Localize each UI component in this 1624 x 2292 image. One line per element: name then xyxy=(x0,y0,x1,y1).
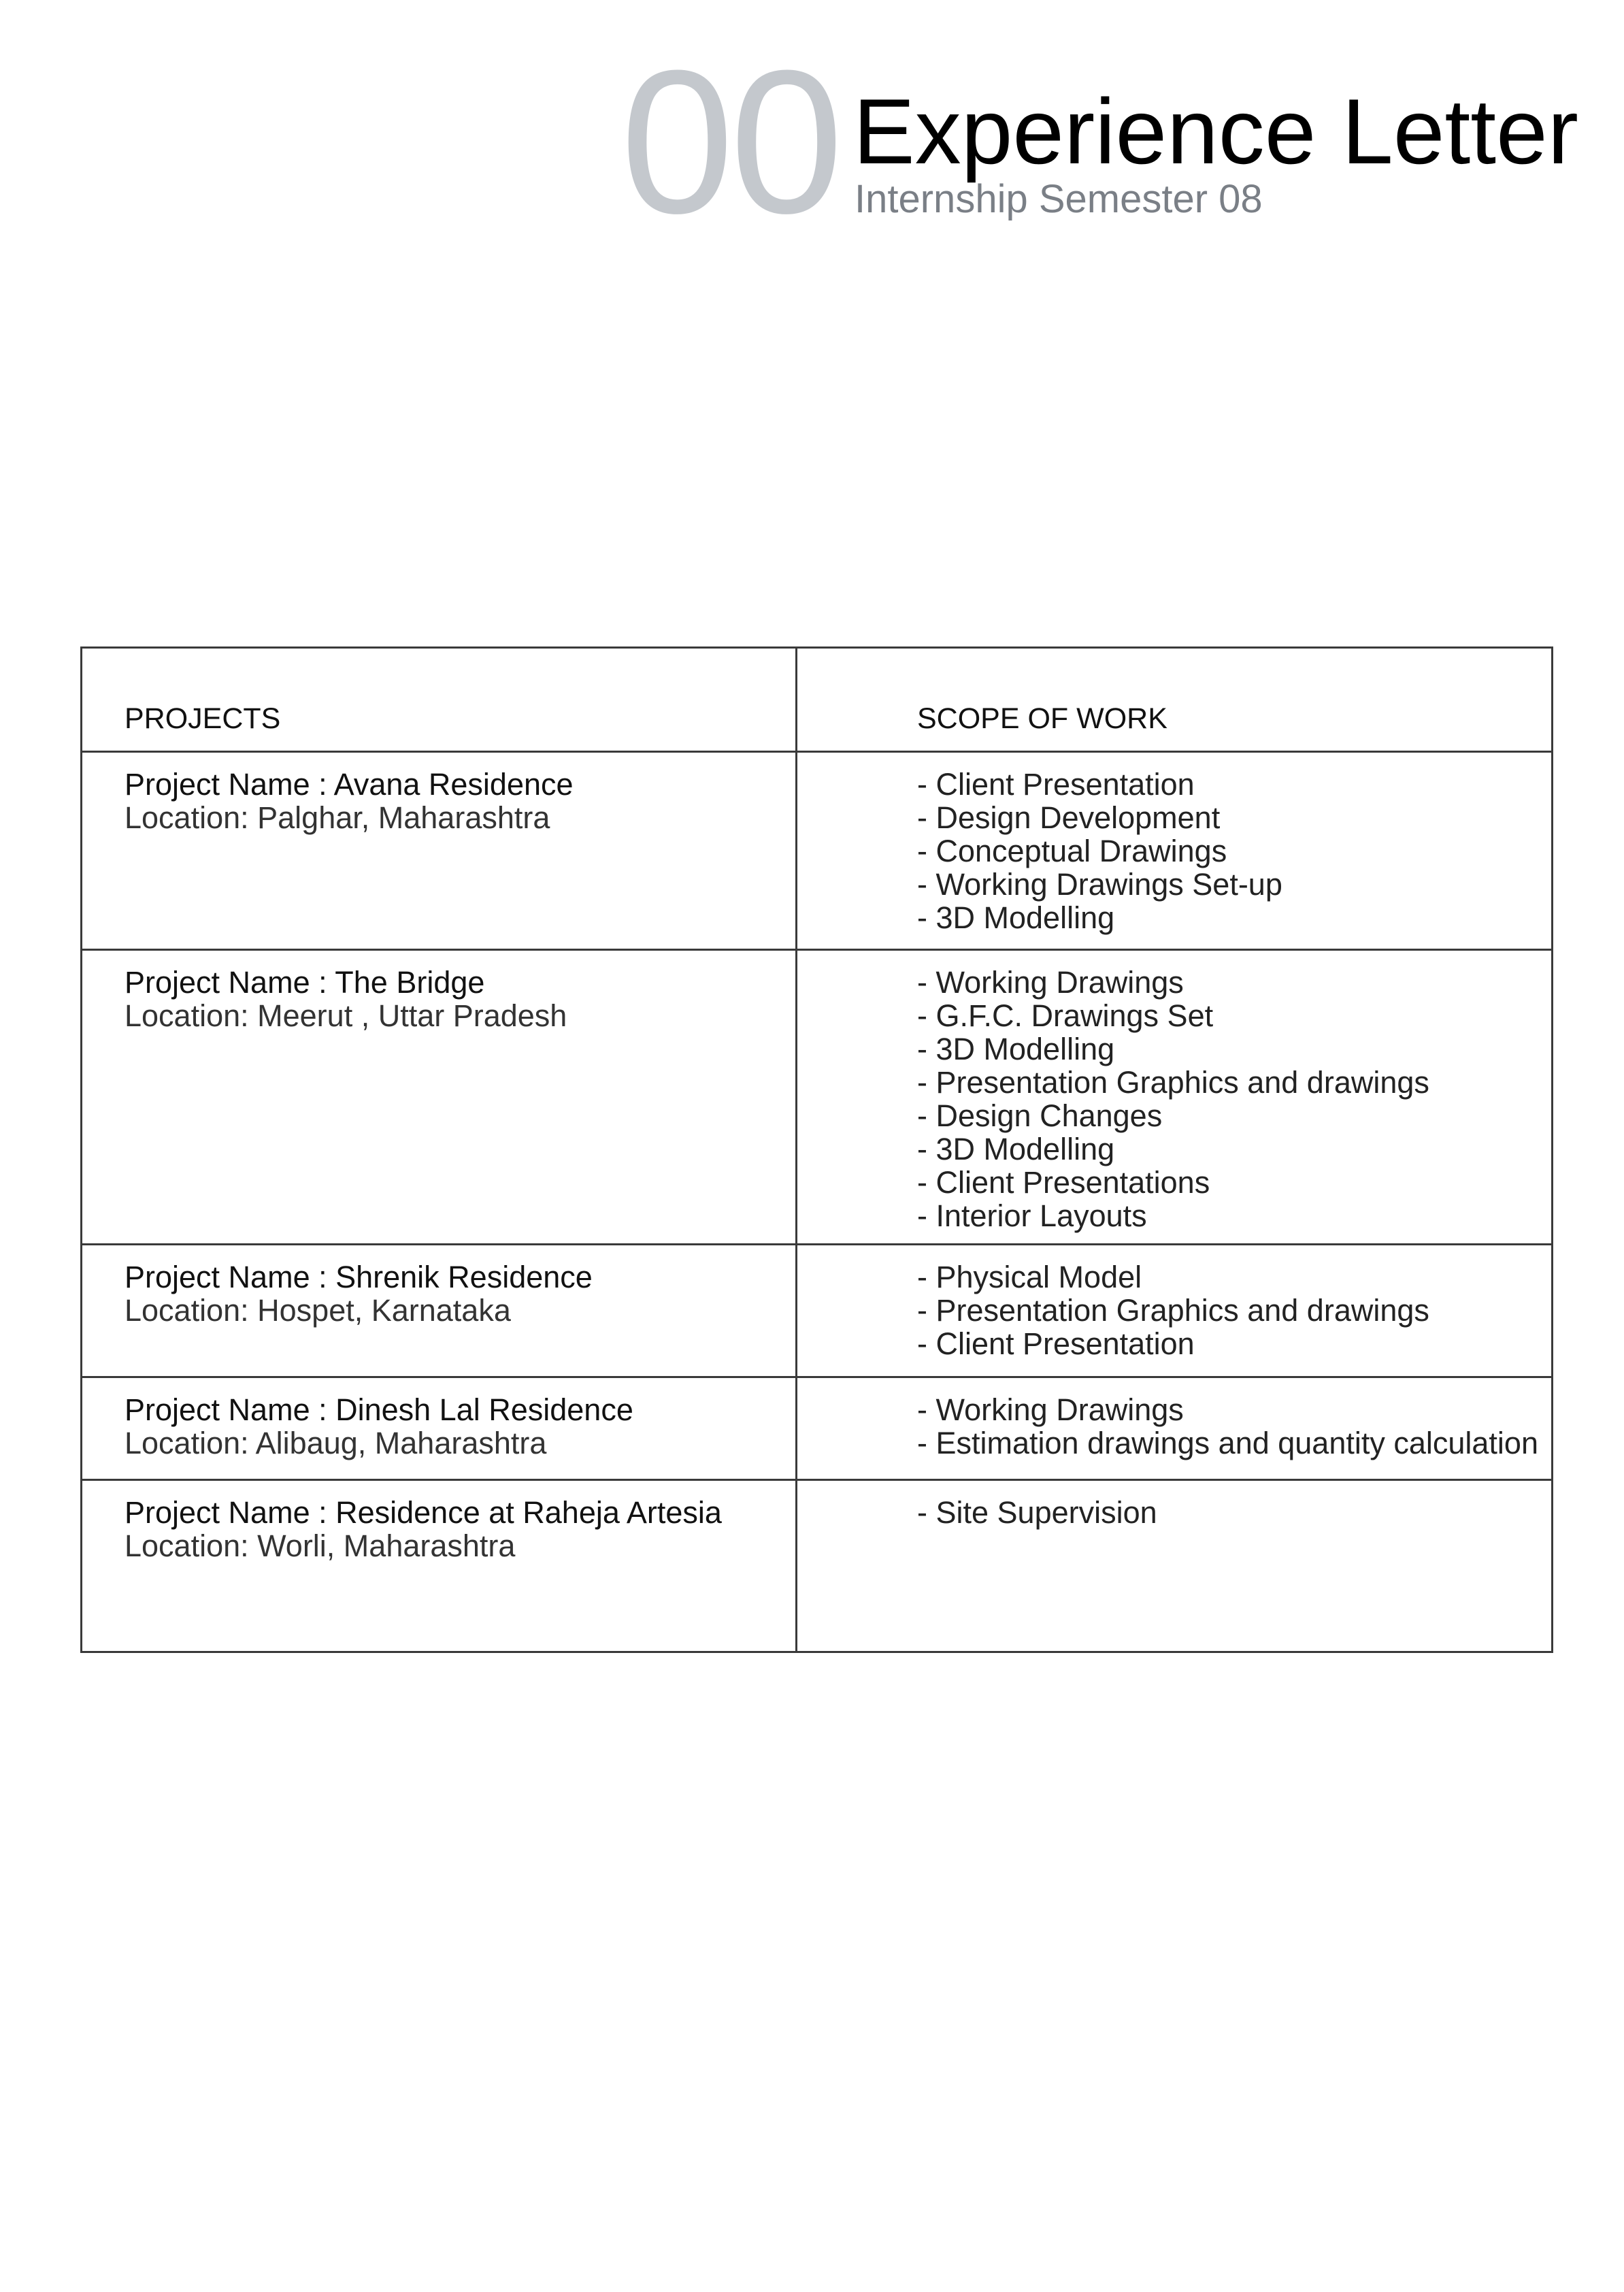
scope-item: - 3D Modelling xyxy=(917,1032,1115,1066)
project-name: Project Name : Dinesh Lal Residence xyxy=(125,1392,633,1427)
scope-item: - Design Changes xyxy=(917,1098,1163,1133)
page-subtitle: Internship Semester 08 xyxy=(855,177,1263,221)
scope-item: - Client Presentations xyxy=(917,1165,1210,1200)
scope-item: - Design Development xyxy=(917,800,1221,835)
scope-cell xyxy=(797,1245,1553,1377)
project-location: Location: Palghar, Maharashtra xyxy=(125,800,550,835)
scope-item: - Site Supervision xyxy=(917,1495,1157,1530)
table-row xyxy=(82,752,1553,950)
scope-item: - Client Presentation xyxy=(917,1326,1195,1361)
projects-table xyxy=(80,646,1553,1653)
project-name: Project Name : Shrenik Residence xyxy=(125,1260,593,1294)
table-header-row xyxy=(82,648,1553,752)
scope-item: - Physical Model xyxy=(917,1260,1142,1294)
projects-column-header: PROJECTS xyxy=(82,648,797,752)
scope-cell xyxy=(797,1480,1553,1652)
project-name: Project Name : Residence at Raheja Artesia xyxy=(125,1495,722,1530)
table-row xyxy=(82,950,1553,1245)
project-name: Project Name : The Bridge xyxy=(125,965,485,1000)
project-cell xyxy=(82,950,797,1245)
scope-item: - Working Drawings xyxy=(917,1392,1184,1427)
table-row xyxy=(82,1377,1553,1480)
scope-item: - Estimation drawings and quantity calculation xyxy=(917,1426,1538,1460)
scope-cell xyxy=(797,752,1553,950)
scope-cell xyxy=(797,1377,1553,1480)
scope-item: - Working Drawings Set-up xyxy=(917,867,1282,902)
project-cell xyxy=(82,752,797,950)
scope-item: - Conceptual Drawings xyxy=(917,834,1227,868)
scope-item: - Interior Layouts xyxy=(917,1198,1147,1233)
scope-item: - Client Presentation xyxy=(917,767,1195,802)
scope-column-header: SCOPE OF WORK xyxy=(797,648,1553,752)
scope-cell xyxy=(797,950,1553,1245)
project-cell xyxy=(82,1245,797,1377)
scope-item: - Presentation Graphics and drawings xyxy=(917,1293,1429,1328)
scope-item: - Working Drawings xyxy=(917,965,1184,1000)
project-location: Location: Meerut , Uttar Pradesh xyxy=(125,998,567,1033)
project-location: Location: Alibaug, Maharashtra xyxy=(125,1426,547,1460)
scope-item: - G.F.C. Drawings Set xyxy=(917,998,1214,1033)
table-row xyxy=(82,1480,1553,1652)
scope-item: - 3D Modelling xyxy=(917,1132,1115,1166)
table-row xyxy=(82,1245,1553,1377)
page-number: 00 xyxy=(620,27,840,256)
scope-item: - 3D Modelling xyxy=(917,900,1115,935)
project-cell xyxy=(82,1377,797,1480)
project-name: Project Name : Avana Residence xyxy=(125,767,574,802)
scope-item: - Presentation Graphics and drawings xyxy=(917,1065,1429,1100)
project-location: Location: Hospet, Karnataka xyxy=(125,1293,511,1328)
project-cell xyxy=(82,1480,797,1652)
project-location: Location: Worli, Maharashtra xyxy=(125,1528,516,1563)
page-header xyxy=(0,0,1624,256)
page-title: Experience Letter xyxy=(853,80,1578,183)
